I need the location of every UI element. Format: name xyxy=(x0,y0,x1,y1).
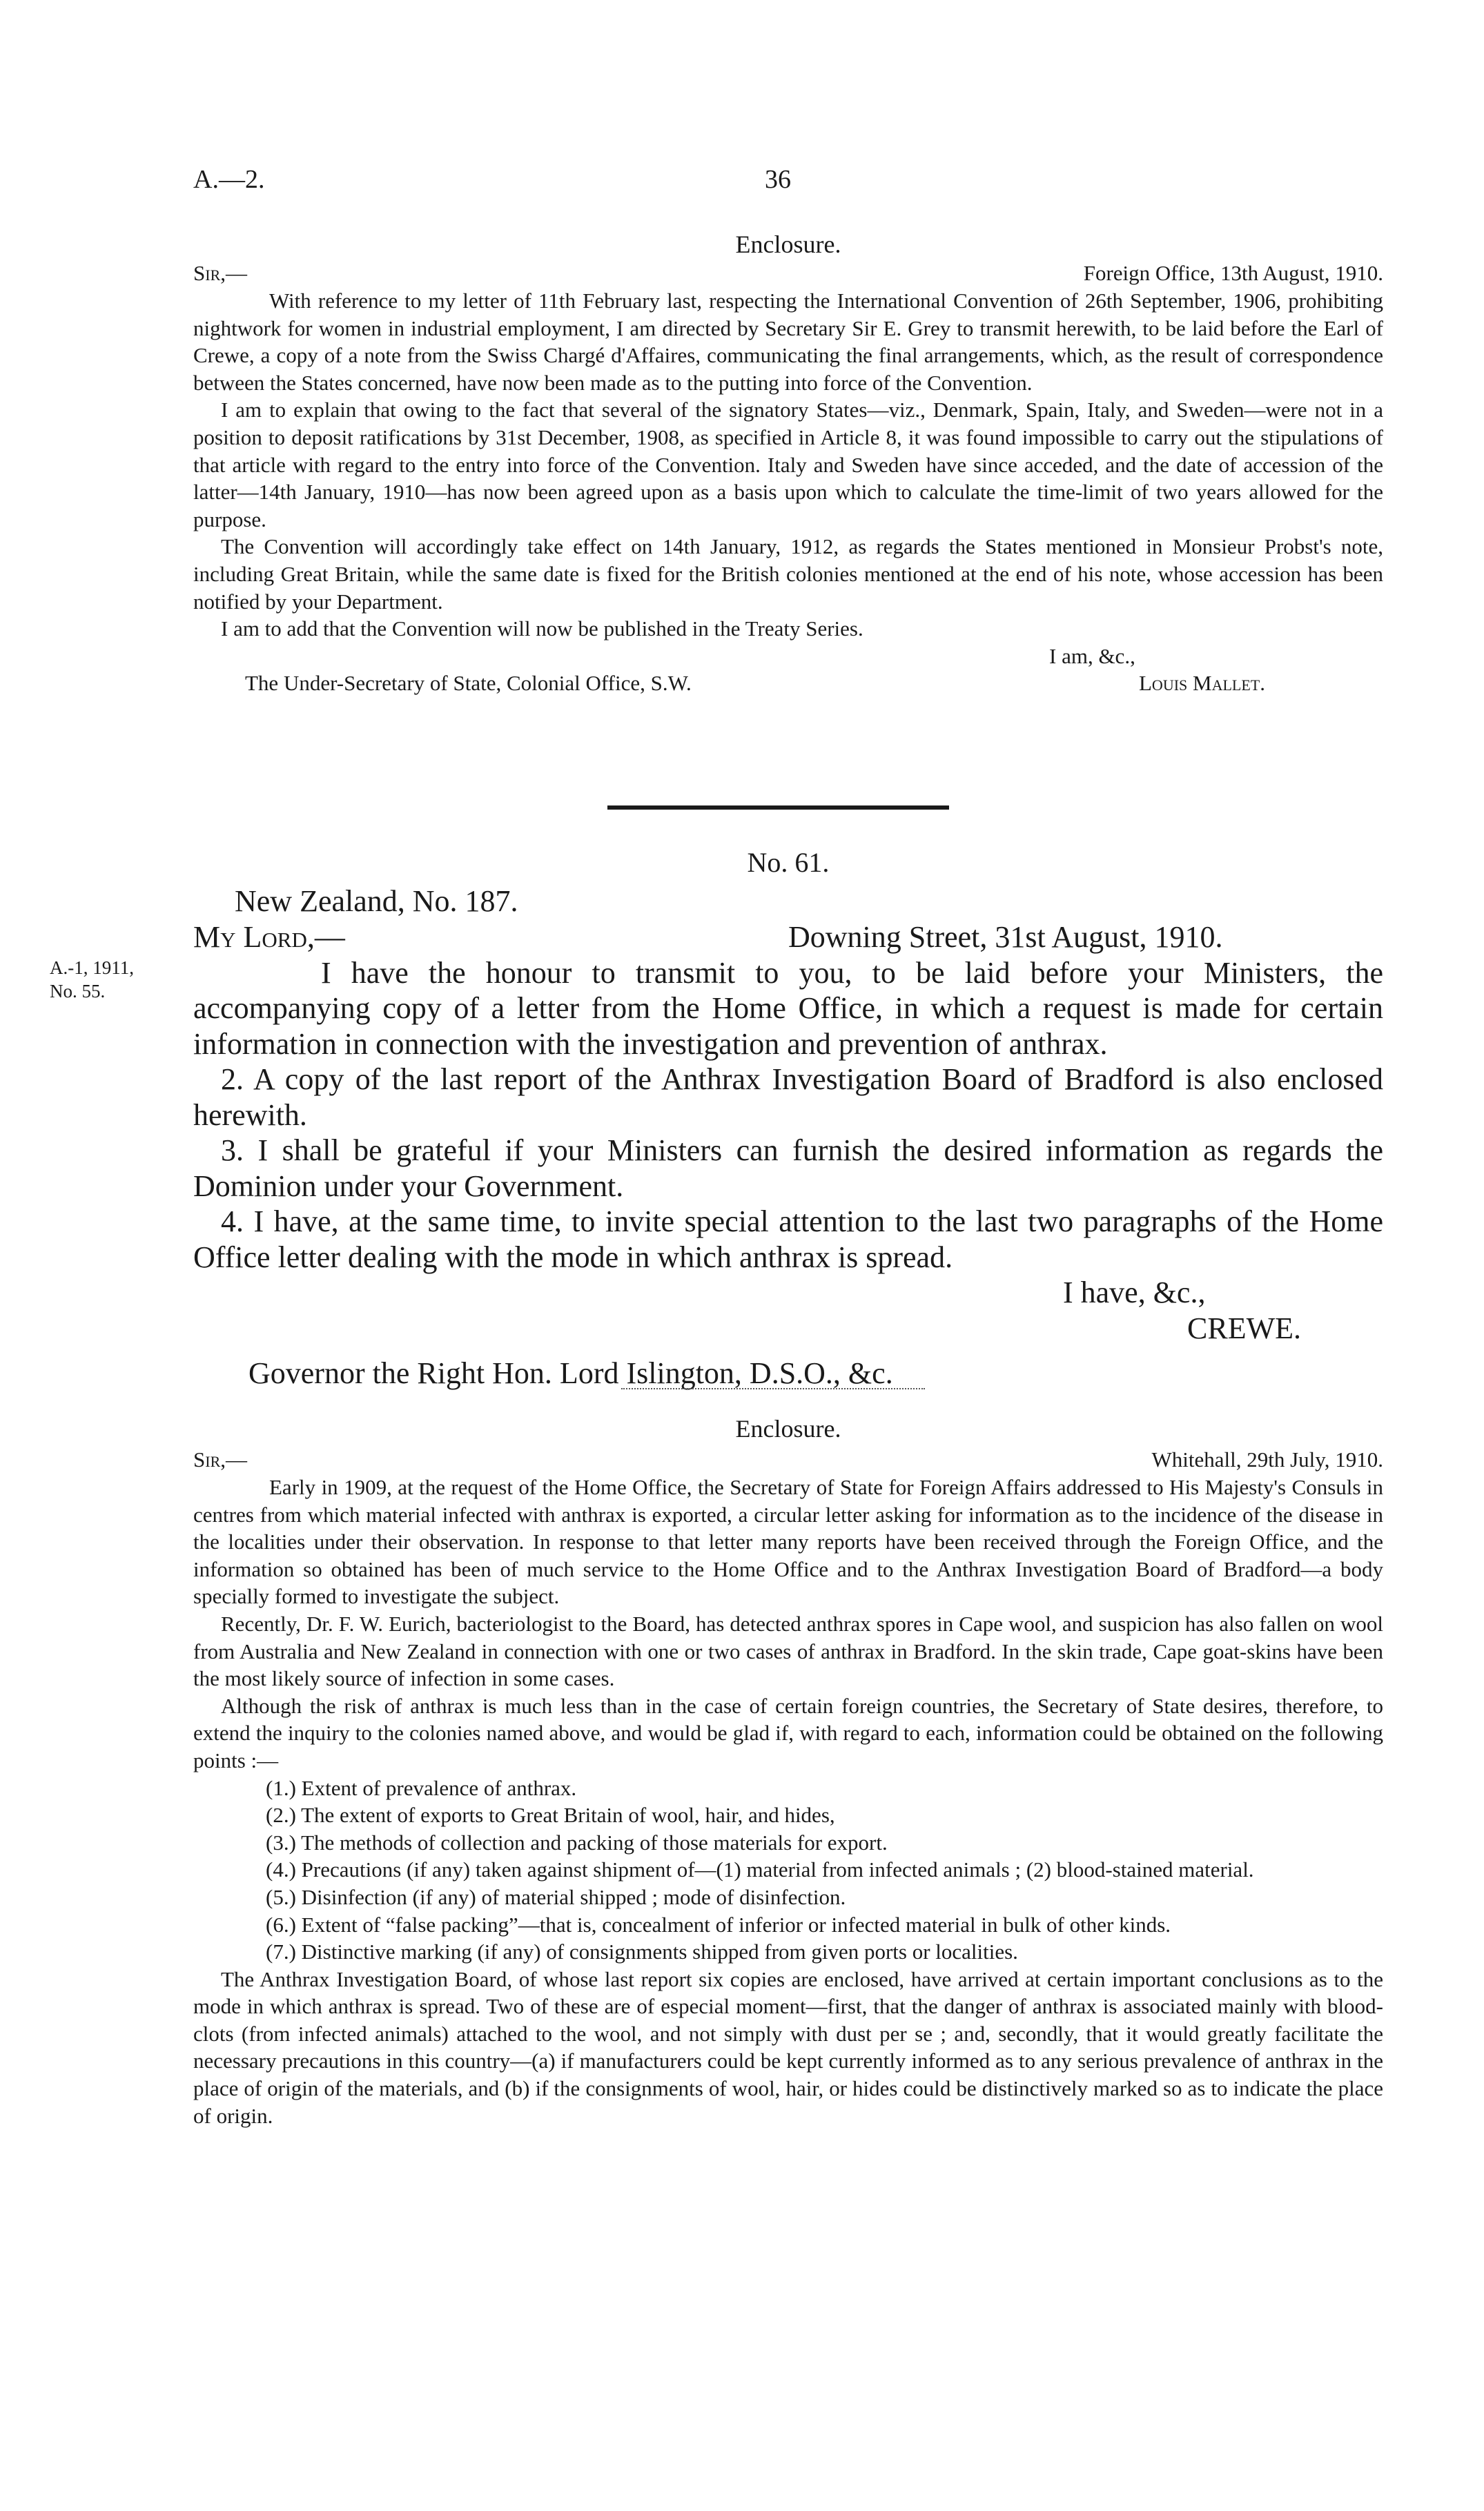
salutation: Sir,— xyxy=(193,261,247,285)
list-item: (3.) The methods of collection and packing of those materials for export. xyxy=(266,1830,888,1855)
letter-no-61 xyxy=(193,842,1383,1391)
paragraph: Although the risk of anthrax is much less than in the case of certain foreign countries, the Secretary of State desires, therefore, to extend the inquiry to the colonies named above, and would be glad if, with regard to each, information could be obtained on the following points :— xyxy=(193,1693,1383,1772)
enclosure-heading: Enclosure. xyxy=(735,1415,841,1443)
list-item: (7.) Distinctive marking (if any) of consignments shipped from given ports or localities. xyxy=(266,1940,1018,1964)
closing: I have, &c., xyxy=(1063,1276,1206,1309)
place-date: Whitehall, 29th July, 1910. xyxy=(1151,1447,1383,1472)
salutation: My Lord,— xyxy=(193,919,345,954)
margin-note-line: No. 55. xyxy=(50,981,106,1002)
letter-series: New Zealand, No. 187. xyxy=(235,884,518,918)
enclosure-two xyxy=(193,1411,1383,2129)
salutation-row xyxy=(193,1446,1383,1474)
salutation: Sir,— xyxy=(193,1447,247,1472)
paragraph: 3. I shall be grateful if your Ministers can furnish the desired information as regards the Dominion under your Government. xyxy=(193,1133,1383,1203)
sign-off-row xyxy=(193,670,1383,697)
salutation-row xyxy=(193,260,1383,287)
points-list xyxy=(193,1775,1383,1966)
paragraph: I have the honour to transmit to you, to be laid before your Ministers, the accompanying copy of a letter from the Home Office, in which a request is made for certain information in connection with the investigation and prevention of anthrax. xyxy=(193,955,1383,1061)
closing: I am, &c., xyxy=(1049,643,1135,668)
letter-number: No. 61. xyxy=(747,847,830,878)
section-divider xyxy=(621,1388,925,1389)
addressee: Governor the Right Hon. Lord Islington, D.S.O., &c. xyxy=(248,1356,893,1390)
list-item: (4.) Precautions (if any) taken against shipment of—(1) material from infected animals ; (2) blood-stained material. xyxy=(266,1857,1254,1882)
paragraph: With reference to my letter of 11th February last, respecting the International Convention of 26th September, 1906, prohibiting nightwork for women in industrial employment, I am directed by Secretary Sir E. Grey to transmit herewith, to be laid before the Earl of Crewe, a copy of a note from the Swiss Chargé d'Affaires, communicating the final arrangements, which, as the result of correspondence between the States concerned, have now been made as to the putting into force of the Convention. xyxy=(193,289,1383,395)
paragraph: The Anthrax Investigation Board, of whose last report six copies are enclosed, have arrived at certain important conclusions as to the mode in which anthrax is spread. Two of these are of especial moment—first, that the danger of anthrax is associated mainly with blood-clots (from infected animals) attached to the wool, and not simply with dust per se ; and, secondly, that it would greatly facilitate the necessary precautions in this country—(a) if manufacturers could be kept currently informed as to any serious prevalence of anthrax in the place of origin of the materials, and (b) if the consignments of wool, hair, or hides could be distinctively marked so as to indicate the place of origin. xyxy=(193,1966,1383,2128)
place-date: Foreign Office, 13th August, 1910. xyxy=(1083,261,1383,285)
paragraph: Early in 1909, at the request of the Home Office, the Secretary of State for Foreign Affairs addressed to His Majesty's Consuls in centres from which material infected with anthrax is exported, a circular letter asking for information as to the incidence of the disease in the localities under their observation. In response to that letter many reports have been received through the Foreign Office, and the information so obtained has been of much service to the Home Office and to the Anthrax Investigation Board of Bradford—a body specially formed to investigate the subject. xyxy=(193,1475,1383,1609)
paragraph: The Convention will accordingly take effect on 14th January, 1912, as regards the States mentioned in Monsieur Probst's note, including Great Britain, while the same date is fixed for the British colonies mentioned at the end of his note, whose accession has been notified by your Department. xyxy=(193,534,1383,614)
enclosure-heading: Enclosure. xyxy=(735,231,841,258)
document-reference: A.—2. xyxy=(193,165,265,194)
margin-note xyxy=(50,956,134,1003)
salutation-row xyxy=(193,919,1383,955)
paragraph: 4. I have, at the same time, to invite special attention to the last two paragraphs of the Home Office letter dealing with the mode in which anthrax is spread. xyxy=(193,1204,1383,1274)
list-item: (5.) Disinfection (if any) of material shipped ; mode of disinfection. xyxy=(266,1884,846,1909)
paragraph: I am to explain that owing to the fact that several of the signatory States—viz., Denmark, Spain, Italy, and Sweden—were not in a position to deposit ratifications by 31st December, 1908, as specified in Article 8, it was found impossible to carry out the stipulations of that article with regard to the entry into force of the Convention. Italy and Sweden have since acceded, and the date of accession of the latter—14th January, 1910—has now been agreed upon as a basis upon which to calculate the time-limit of two years allowed for the purpose. xyxy=(193,398,1383,531)
section-divider xyxy=(607,805,949,810)
list-item: (6.) Extent of “false packing”—that is, concealment of inferior or infected material in bulk of other kinds. xyxy=(266,1912,1171,1937)
paragraph: Recently, Dr. F. W. Eurich, bacteriologist to the Board, has detected anthrax spores in Cape wool, and suspicion has also fallen on wool from Australia and New Zealand in connection with one or two cases of anthrax in Bradford. In the skin trade, Cape goat-skins have been the most likely source of infection in some cases. xyxy=(193,1611,1383,1691)
page-number: 36 xyxy=(765,165,791,194)
paragraph: 2. A copy of the last report of the Anthrax Investigation Board of Bradford is also enclosed herewith. xyxy=(193,1062,1383,1132)
page-header xyxy=(0,0,1484,221)
list-item: (1.) Extent of prevalence of anthrax. xyxy=(266,1775,577,1800)
signature: Louis Mallet. xyxy=(1139,671,1265,696)
paragraph: I am to add that the Convention will now be published in the Treaty Series. xyxy=(221,616,863,641)
margin-note-line: A.-1, 1911, xyxy=(50,957,134,978)
list-item: (2.) The extent of exports to Great Britain of wool, hair, and hides, xyxy=(266,1803,835,1828)
enclosure-one xyxy=(193,229,1383,697)
place-date: Downing Street, 31st August, 1910. xyxy=(788,919,1223,954)
addressee: The Under-Secretary of State, Colonial Office, S.W. xyxy=(245,671,692,696)
signature: CREWE. xyxy=(1187,1311,1301,1345)
